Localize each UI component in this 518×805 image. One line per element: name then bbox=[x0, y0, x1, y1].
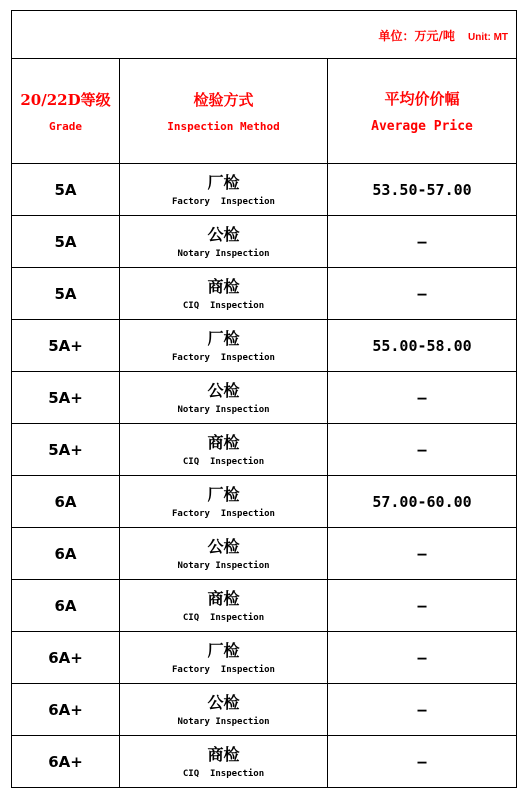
price-cell bbox=[328, 528, 517, 580]
price-value: – bbox=[417, 285, 427, 303]
method-cell bbox=[120, 684, 328, 736]
price-cell bbox=[328, 268, 517, 320]
table-row bbox=[12, 216, 517, 268]
price-cell bbox=[328, 632, 517, 684]
price-value: – bbox=[417, 545, 427, 563]
method-cell bbox=[120, 476, 328, 528]
grade-value: 5A bbox=[54, 285, 77, 303]
table-row bbox=[12, 476, 517, 528]
method-cell bbox=[120, 268, 328, 320]
grade-cell bbox=[12, 684, 120, 736]
method-cn: 商检 bbox=[207, 276, 240, 296]
grade-value: 5A bbox=[54, 233, 77, 251]
method-en: CIQ Inspection bbox=[182, 456, 265, 467]
method-en: Notary Inspection bbox=[177, 404, 270, 415]
method-en: Factory Inspection bbox=[172, 196, 275, 207]
unit-label-en: Unit: MT bbox=[468, 32, 509, 43]
price-table bbox=[11, 10, 517, 788]
price-value: 57.00-60.00 bbox=[372, 493, 472, 511]
method-cell bbox=[120, 632, 328, 684]
table-row bbox=[12, 320, 517, 372]
header-method-en: Inspection Method bbox=[167, 120, 280, 133]
method-cn: 厂检 bbox=[207, 484, 240, 504]
table-row bbox=[12, 528, 517, 580]
price-value: – bbox=[417, 233, 427, 251]
method-cn: 公检 bbox=[207, 692, 240, 712]
price-cell bbox=[328, 164, 517, 216]
method-cell bbox=[120, 528, 328, 580]
grade-cell bbox=[12, 268, 120, 320]
table-row bbox=[12, 632, 517, 684]
unit-row bbox=[12, 11, 517, 59]
grade-value: 6A+ bbox=[48, 649, 83, 667]
header-grade bbox=[12, 59, 120, 164]
unit-label-cn: 单位：万元/吨 bbox=[378, 29, 455, 43]
table-row bbox=[12, 424, 517, 476]
grade-value: 6A bbox=[54, 597, 77, 615]
method-cn: 公检 bbox=[207, 224, 240, 244]
method-cn: 商检 bbox=[207, 432, 240, 452]
method-cell bbox=[120, 320, 328, 372]
grade-cell bbox=[12, 476, 120, 528]
header-grade-en: Grade bbox=[48, 120, 83, 133]
price-value: – bbox=[417, 389, 427, 407]
method-cn: 公检 bbox=[207, 536, 240, 556]
grade-value: 5A bbox=[54, 181, 77, 199]
method-cell bbox=[120, 580, 328, 632]
grade-cell bbox=[12, 528, 120, 580]
grade-value: 6A+ bbox=[48, 753, 83, 771]
grade-cell bbox=[12, 216, 120, 268]
method-en: CIQ Inspection bbox=[182, 768, 265, 779]
method-cn: 厂检 bbox=[207, 640, 240, 660]
method-cn: 商检 bbox=[207, 744, 240, 764]
header-method-cn: 检验方式 bbox=[193, 91, 254, 109]
method-cn: 商检 bbox=[207, 588, 240, 608]
header-price bbox=[328, 59, 517, 164]
price-cell bbox=[328, 736, 517, 788]
method-en: Notary Inspection bbox=[177, 560, 270, 571]
grade-cell bbox=[12, 424, 120, 476]
grade-cell bbox=[12, 632, 120, 684]
grade-cell bbox=[12, 164, 120, 216]
grade-value: 5A+ bbox=[48, 337, 83, 355]
grade-value: 6A bbox=[54, 545, 77, 563]
method-cell bbox=[120, 424, 328, 476]
grade-value: 5A+ bbox=[48, 389, 83, 407]
price-value: – bbox=[417, 441, 427, 459]
method-en: Notary Inspection bbox=[177, 248, 270, 259]
method-cell bbox=[120, 164, 328, 216]
grade-cell bbox=[12, 736, 120, 788]
method-en: CIQ Inspection bbox=[182, 300, 265, 311]
table-row bbox=[12, 372, 517, 424]
grade-value: 6A+ bbox=[48, 701, 83, 719]
header-row bbox=[12, 59, 517, 164]
table-row bbox=[12, 684, 517, 736]
table-row bbox=[12, 164, 517, 216]
method-cell bbox=[120, 216, 328, 268]
price-cell bbox=[328, 216, 517, 268]
header-method bbox=[120, 59, 328, 164]
grade-cell bbox=[12, 372, 120, 424]
price-cell bbox=[328, 476, 517, 528]
header-price-cn: 平均价价幅 bbox=[384, 90, 460, 108]
method-en: Factory Inspection bbox=[172, 508, 275, 519]
grade-cell bbox=[12, 320, 120, 372]
price-value: – bbox=[417, 753, 427, 771]
price-cell bbox=[328, 580, 517, 632]
grade-value: 5A+ bbox=[48, 441, 83, 459]
table-row bbox=[12, 268, 517, 320]
method-en: Factory Inspection bbox=[172, 352, 275, 363]
price-table-container bbox=[11, 10, 516, 788]
grade-cell bbox=[12, 580, 120, 632]
unit-cell bbox=[12, 11, 517, 59]
price-value: – bbox=[417, 701, 427, 719]
method-cn: 厂检 bbox=[207, 172, 240, 192]
header-price-en: Average Price bbox=[371, 119, 473, 134]
price-value: – bbox=[417, 649, 427, 667]
price-cell bbox=[328, 424, 517, 476]
table-row bbox=[12, 736, 517, 788]
price-value: – bbox=[417, 597, 427, 615]
price-cell bbox=[328, 372, 517, 424]
price-cell bbox=[328, 320, 517, 372]
price-cell bbox=[328, 684, 517, 736]
grade-value: 6A bbox=[54, 493, 77, 511]
method-en: Factory Inspection bbox=[172, 664, 275, 675]
method-cn: 公检 bbox=[207, 380, 240, 400]
method-cell bbox=[120, 736, 328, 788]
method-en: Notary Inspection bbox=[177, 716, 270, 727]
header-grade-cn: 20/22D等级 bbox=[20, 91, 111, 109]
method-en: CIQ Inspection bbox=[182, 612, 265, 623]
price-value: 53.50-57.00 bbox=[372, 181, 472, 199]
table-row bbox=[12, 580, 517, 632]
method-cn: 厂检 bbox=[207, 328, 240, 348]
price-value: 55.00-58.00 bbox=[372, 337, 472, 355]
method-cell bbox=[120, 372, 328, 424]
